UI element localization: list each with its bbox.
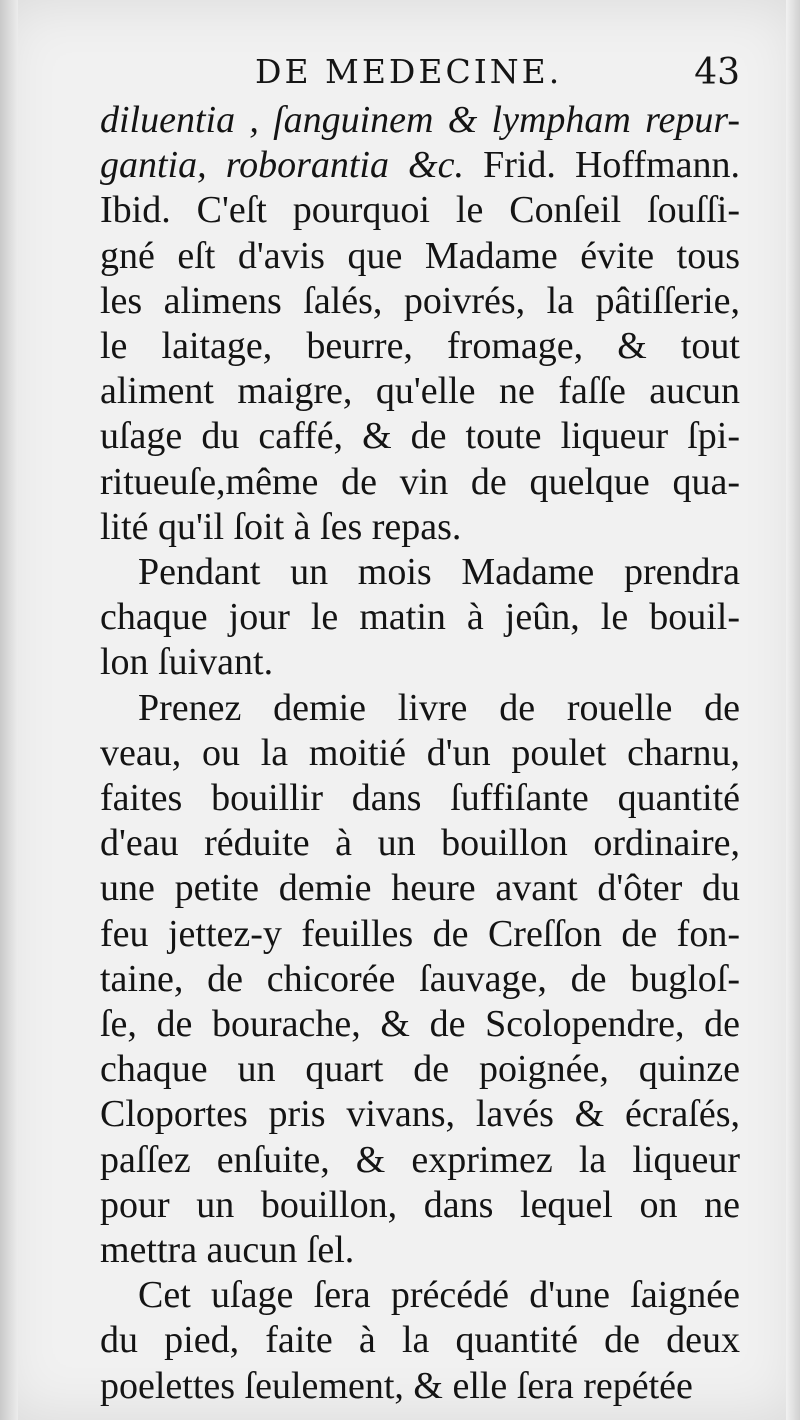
italic-run: gantia, roborantia &c. (100, 144, 464, 187)
text-line (100, 686, 740, 731)
text-run: ritueuſe,même de vin de quelque qua- (100, 460, 740, 503)
text-line (100, 550, 740, 595)
text-run: aliment maigre, qu'elle ne faſſe aucun (100, 370, 740, 413)
text-line (100, 1092, 740, 1137)
text-line (100, 234, 740, 279)
text-run: d'eau réduite à un bouillon ordinaire, (100, 822, 740, 865)
text-run: une petite demie heure avant d'ôter du (100, 867, 740, 910)
text-line (100, 460, 740, 505)
text-run: ſe, de bourache, & de Scolopendre, de (100, 1003, 740, 1046)
text-line (100, 640, 740, 685)
text-run: taine, de chicorée ſauvage, de bugloſ- (100, 957, 740, 1000)
text-line (100, 143, 740, 188)
text-run: mettra aucun ſel. (100, 1229, 355, 1272)
text-line (100, 505, 740, 550)
text-line (100, 1138, 740, 1183)
text-run: pour un bouillon, dans lequel on ne (100, 1183, 740, 1226)
text-run: du pied, faite à la quantité de deux (100, 1319, 740, 1362)
text-line (100, 912, 740, 957)
text-run: chaque jour le matin à jeûn, le bouil- (100, 596, 740, 639)
text-line (100, 1273, 740, 1318)
text-run: lité qu'il ſoit à ſes repas. (100, 505, 462, 548)
text-run: lon ſuivant. (100, 641, 274, 684)
text-run: gné eſt d'avis que Madame évite tous (100, 234, 740, 277)
text-line (100, 1364, 740, 1409)
text-line (100, 98, 740, 143)
text-run: Frid. Hoffmann. (463, 144, 740, 187)
text-run: Pendant un mois Madame prendra (138, 551, 740, 594)
text-run: le laitage, beurre, fromage, & tout (100, 325, 740, 368)
text-line (100, 324, 740, 369)
text-run: Cloportes pris vivans, lavés & écraſés, (100, 1093, 740, 1136)
page-gutter-shadow (0, 0, 18, 1420)
text-line (100, 821, 740, 866)
page-header (100, 52, 740, 102)
text-line (100, 957, 740, 1002)
body-text (100, 98, 740, 1409)
text-run: Cet uſage ſera précédé d'une ſaignée (138, 1274, 740, 1317)
text-run: les alimens ſalés, poivrés, la pâtiſſerie, (100, 279, 740, 322)
page-edge-shadow (786, 0, 800, 1420)
text-line (100, 595, 740, 640)
text-line (100, 188, 740, 233)
text-run: chaque un quart de poignée, quinze (100, 1048, 740, 1091)
text-line (100, 1318, 740, 1363)
text-line (100, 1047, 740, 1092)
text-run: Ibid. C'eſt pourquoi le Conſeil ſouſſi- (100, 189, 740, 232)
page-number: 43 (694, 52, 740, 93)
text-line (100, 866, 740, 911)
text-line (100, 776, 740, 821)
italic-run: diluentia , ſanguinem & lympham repur- (100, 99, 740, 141)
text-line (100, 1002, 740, 1047)
running-title: DE MEDECINE. (255, 52, 563, 91)
text-line (100, 1228, 740, 1273)
text-line (100, 731, 740, 776)
text-run: feu jettez-y feuilles de Creſſon de fon- (100, 912, 740, 955)
text-run: veau, ou la moitié d'un poulet charnu, (100, 731, 740, 774)
text-line (100, 414, 740, 459)
text-run: poelettes ſeulement, & elle ſera repétée (100, 1364, 693, 1407)
text-run: uſage du caffé, & de toute liqueur ſpi- (100, 415, 740, 458)
text-line (100, 369, 740, 414)
text-line (100, 279, 740, 324)
text-run: Prenez demie livre de rouelle de (138, 686, 740, 729)
text-line (100, 1183, 740, 1228)
text-run: paſſez enſuite, & exprimez la liqueur (100, 1138, 740, 1181)
text-run: faites bouillir dans ſuffiſante quantité (100, 777, 740, 820)
